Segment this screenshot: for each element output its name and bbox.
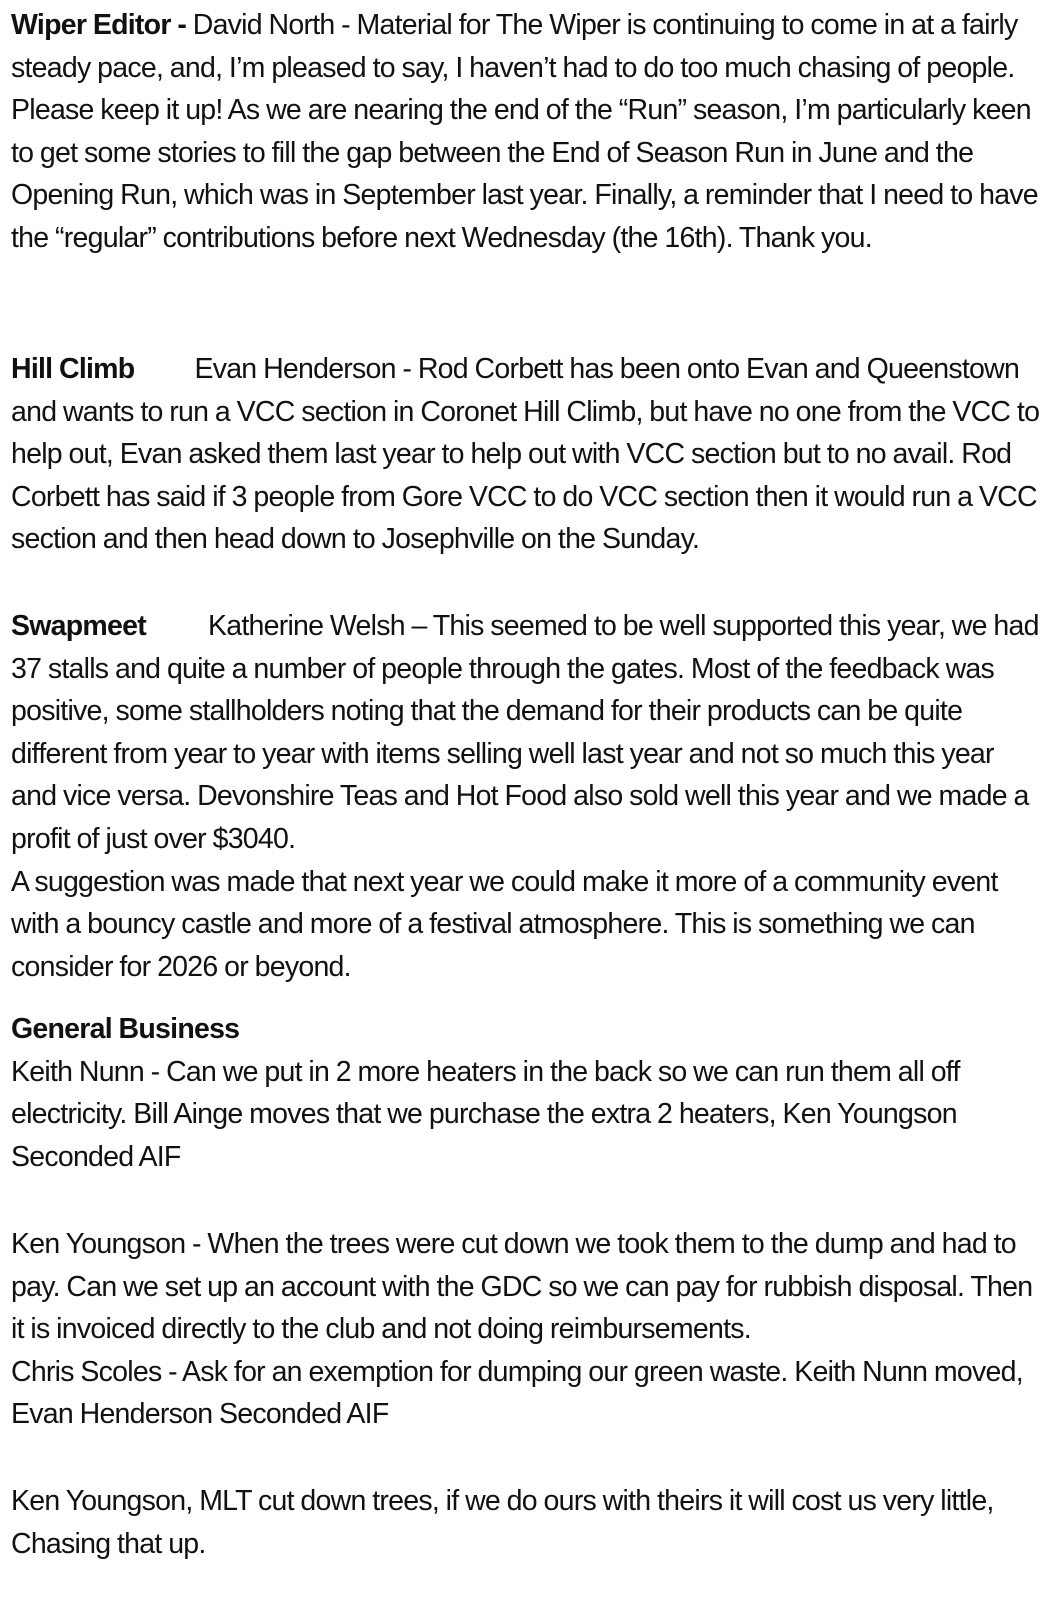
swapmeet-suggestion: A suggestion was made that next year we could make it more of a community event with a bouncy castle and more of a festival atmosphere. This is something we can consider for 2026 or beyond. — [11, 865, 998, 983]
hill-climb-paragraph — [11, 348, 1041, 561]
general-business-item: Ken Youngson - When the trees were cut down we took them to the dump and had to pay. Can we set up an account with the GDC so we can pay for rubbish disposal. Then it is invoiced directly to the club and not doing reimbursements. — [11, 1228, 1033, 1346]
hill-climb-heading: Hill Climb — [11, 353, 135, 385]
swapmeet-paragraph — [11, 605, 1041, 861]
general-business-item: Ken Youngson, MLT cut down trees, if we do ours with theirs it will cost us very little, Chasing that up. — [11, 1485, 994, 1560]
hill-climb-body: Evan Henderson - Rod Corbett has been onto Evan and Queenstown and wants to run a VCC section in Coronet Hill Climb, but have no one from the VCC to help out, Evan asked them last year to help out with VCC section but to no avail. Rod Corbett has said if 3 people from Gore VCC to do VCC section then it would run a VCC section and then head down to Josephville on the Sunday. — [11, 353, 1040, 556]
swapmeet-section — [11, 605, 1041, 988]
wiper-editor-body: David North - Material for The Wiper is continuing to come in at a fairly steady pace, and, I’m pleased to say, I haven’t had to do too much chasing of people. Please keep it up! As we are nearing the end of the “Run” season, I’m particularly keen to get some stories to fill the gap between the End of Season Run in June and the Opening Run, which was in September last year. Finally, a reminder that I need to have the “regular” contributions before next Wednesday (the 16th). Thank you. — [11, 9, 1038, 254]
wiper-editor-paragraph — [11, 4, 1041, 260]
swapmeet-heading: Swapmeet — [11, 610, 146, 642]
wiper-editor-heading: Wiper Editor - — [11, 9, 193, 41]
general-business-item: Chris Scoles - Ask for an exemption for dumping our green waste. Keith Nunn moved, Evan Henderson Seconded AIF — [11, 1355, 1023, 1431]
swapmeet-body: Katherine Welsh – This seemed to be well supported this year, we had 37 stalls and quite a number of people through the gates. Most of the feedback was positive, some stallholders noting that the demand for their products can be quite different from year to year with items selling well last year and not so much this year and vice versa. Devonshire Teas and Hot Food also sold well this year and we made a profit of just over $3040. — [11, 610, 1039, 855]
general-business-heading: General Business — [11, 1013, 240, 1045]
general-business-group — [11, 1223, 1041, 1436]
general-business-item: Keith Nunn - Can we put in 2 more heaters in the back so we can run them all off electricity. Bill Ainge moves that we purchase the extra 2 heaters, Ken Youngson Seconded AIF — [11, 1055, 960, 1173]
general-business-section — [11, 1008, 1041, 1178]
